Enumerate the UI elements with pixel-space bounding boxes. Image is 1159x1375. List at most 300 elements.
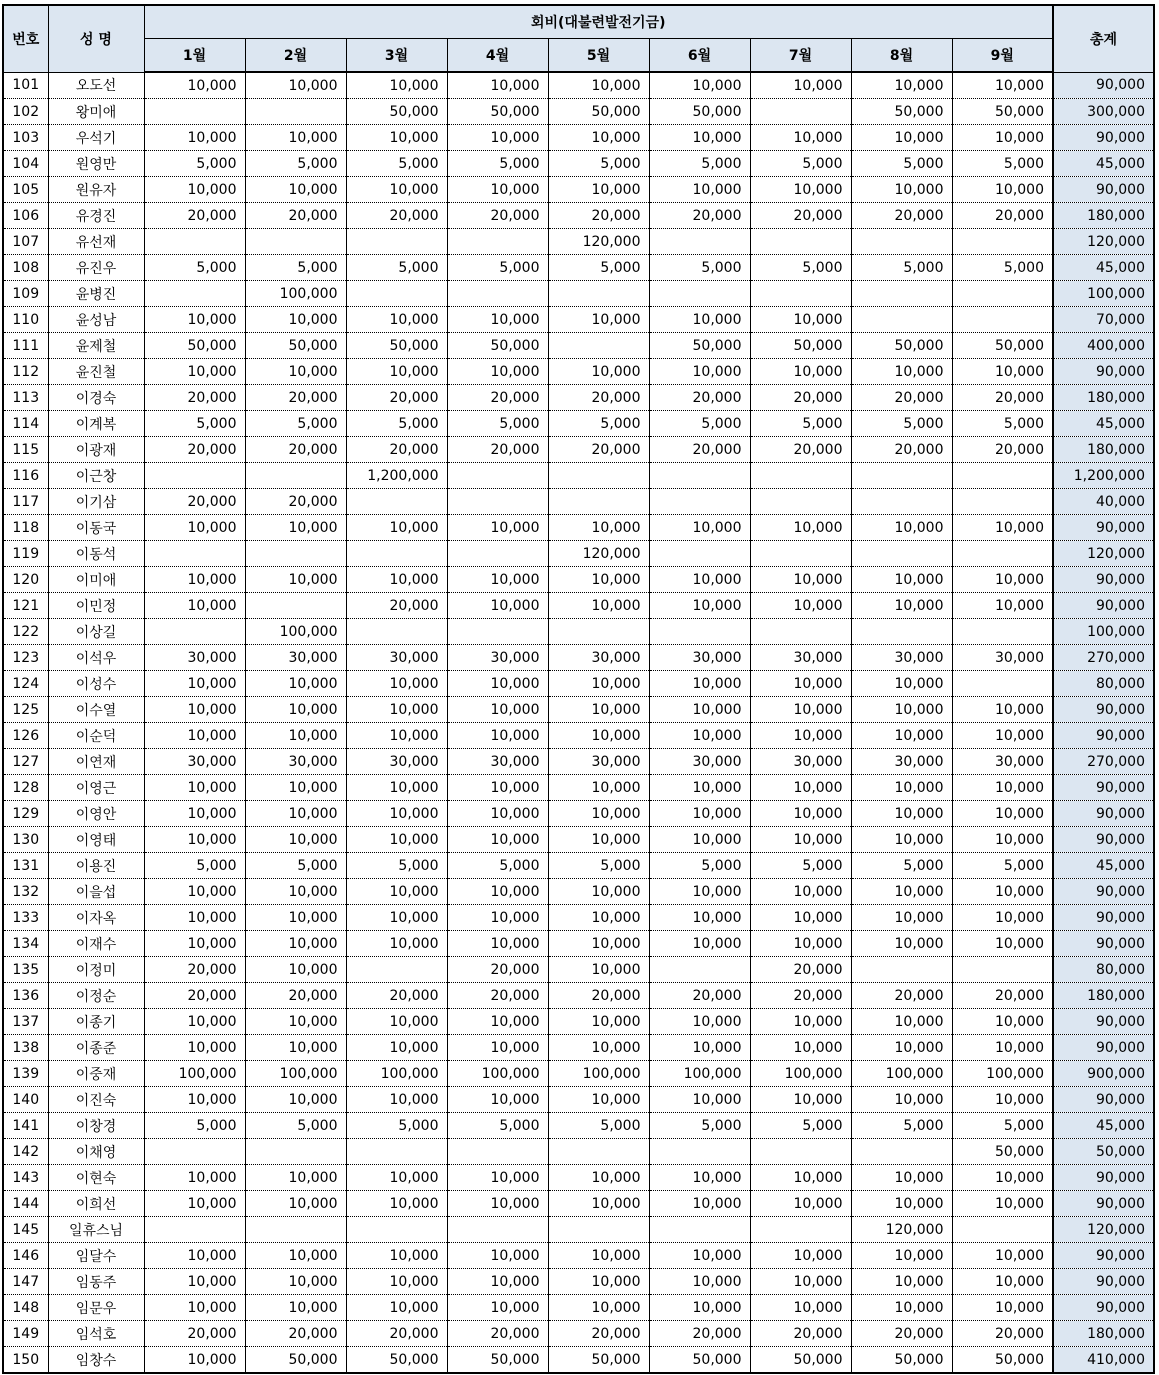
- cell-amount: 10,000: [548, 671, 649, 697]
- cell-no: 130: [3, 827, 48, 853]
- cell-amount: 5,000: [447, 853, 548, 879]
- cell-amount: 10,000: [346, 671, 447, 697]
- cell-amount: [750, 1217, 851, 1243]
- cell-total: 90,000: [1053, 515, 1154, 541]
- cell-amount: 120,000: [851, 1217, 952, 1243]
- cell-amount: 5,000: [245, 1113, 346, 1139]
- cell-amount: 5,000: [649, 1113, 750, 1139]
- cell-amount: 30,000: [245, 749, 346, 775]
- cell-amount: 10,000: [144, 1009, 245, 1035]
- cell-amount: [346, 281, 447, 307]
- cell-amount: 20,000: [952, 437, 1053, 463]
- cell-name: 윤제철: [48, 333, 144, 359]
- cell-name: 이계복: [48, 411, 144, 437]
- table-row: [3, 697, 1154, 723]
- cell-amount: [952, 1217, 1053, 1243]
- cell-total: 90,000: [1053, 931, 1154, 957]
- cell-amount: 5,000: [750, 1113, 851, 1139]
- table-row: [3, 541, 1154, 567]
- cell-amount: [144, 463, 245, 489]
- cell-amount: 10,000: [649, 307, 750, 333]
- cell-amount: 20,000: [750, 203, 851, 229]
- cell-total: 180,000: [1053, 203, 1154, 229]
- table-row: [3, 1165, 1154, 1191]
- cell-no: 138: [3, 1035, 48, 1061]
- cell-no: 125: [3, 697, 48, 723]
- cell-amount: 10,000: [750, 1243, 851, 1269]
- cell-amount: 10,000: [346, 905, 447, 931]
- cell-amount: 50,000: [649, 1347, 750, 1374]
- cell-amount: 20,000: [649, 1321, 750, 1347]
- cell-amount: 10,000: [851, 697, 952, 723]
- cell-total: 180,000: [1053, 437, 1154, 463]
- cell-amount: 10,000: [851, 1295, 952, 1321]
- cell-amount: [548, 1217, 649, 1243]
- cell-amount: 10,000: [346, 775, 447, 801]
- table-row: [3, 983, 1154, 1009]
- cell-amount: 10,000: [649, 775, 750, 801]
- cell-total: 100,000: [1053, 281, 1154, 307]
- cell-amount: 20,000: [144, 489, 245, 515]
- cell-no: 107: [3, 229, 48, 255]
- cell-amount: 10,000: [548, 125, 649, 151]
- cell-amount: [447, 463, 548, 489]
- cell-amount: 5,000: [245, 411, 346, 437]
- cell-amount: 10,000: [245, 1165, 346, 1191]
- table-row: [3, 827, 1154, 853]
- table-row: [3, 125, 1154, 151]
- table-row: [3, 437, 1154, 463]
- cell-amount: [548, 333, 649, 359]
- cell-no: 141: [3, 1113, 48, 1139]
- cell-amount: [447, 229, 548, 255]
- cell-amount: 10,000: [144, 697, 245, 723]
- cell-no: 144: [3, 1191, 48, 1217]
- cell-total: 90,000: [1053, 1295, 1154, 1321]
- table-row: [3, 385, 1154, 411]
- cell-amount: 20,000: [245, 489, 346, 515]
- cell-amount: [447, 489, 548, 515]
- cell-amount: 20,000: [851, 203, 952, 229]
- cell-no: 105: [3, 177, 48, 203]
- cell-amount: 5,000: [144, 411, 245, 437]
- cell-amount: 10,000: [245, 775, 346, 801]
- cell-amount: 10,000: [447, 879, 548, 905]
- header-month: 4월: [447, 39, 548, 73]
- cell-amount: 10,000: [245, 1269, 346, 1295]
- cell-amount: 10,000: [245, 905, 346, 931]
- cell-amount: 5,000: [851, 1113, 952, 1139]
- cell-amount: 10,000: [851, 905, 952, 931]
- cell-no: 109: [3, 281, 48, 307]
- cell-amount: 10,000: [245, 801, 346, 827]
- cell-no: 134: [3, 931, 48, 957]
- cell-amount: 10,000: [649, 931, 750, 957]
- cell-amount: 10,000: [851, 1009, 952, 1035]
- cell-amount: 10,000: [447, 125, 548, 151]
- cell-amount: 10,000: [649, 1165, 750, 1191]
- cell-amount: 10,000: [447, 827, 548, 853]
- cell-amount: 10,000: [144, 1347, 245, 1374]
- cell-amount: 50,000: [750, 1347, 851, 1374]
- cell-amount: 10,000: [952, 1165, 1053, 1191]
- table-body: [3, 72, 1154, 1373]
- cell-name: 이광재: [48, 437, 144, 463]
- table-row: [3, 619, 1154, 645]
- cell-amount: 20,000: [144, 1321, 245, 1347]
- cell-amount: 10,000: [346, 697, 447, 723]
- cell-amount: 50,000: [548, 1347, 649, 1374]
- cell-name: 유선재: [48, 229, 144, 255]
- cell-amount: 20,000: [548, 385, 649, 411]
- cell-amount: 10,000: [952, 567, 1053, 593]
- cell-total: 90,000: [1053, 1009, 1154, 1035]
- cell-no: 150: [3, 1347, 48, 1374]
- cell-amount: 10,000: [144, 307, 245, 333]
- cell-amount: [750, 99, 851, 125]
- cell-amount: 10,000: [649, 1243, 750, 1269]
- cell-name: 이중재: [48, 1061, 144, 1087]
- cell-name: 윤병진: [48, 281, 144, 307]
- cell-amount: [144, 99, 245, 125]
- cell-amount: 10,000: [346, 879, 447, 905]
- cell-amount: [144, 1217, 245, 1243]
- cell-amount: 120,000: [548, 229, 649, 255]
- cell-amount: [649, 619, 750, 645]
- cell-amount: 10,000: [144, 593, 245, 619]
- cell-amount: 10,000: [548, 905, 649, 931]
- cell-amount: 10,000: [548, 177, 649, 203]
- table-row: [3, 177, 1154, 203]
- cell-amount: 20,000: [750, 385, 851, 411]
- cell-amount: 10,000: [952, 905, 1053, 931]
- cell-amount: [851, 619, 952, 645]
- cell-name: 이재수: [48, 931, 144, 957]
- cell-amount: 10,000: [447, 177, 548, 203]
- cell-amount: 10,000: [851, 1191, 952, 1217]
- cell-amount: 10,000: [144, 775, 245, 801]
- cell-name: 이경숙: [48, 385, 144, 411]
- cell-amount: 10,000: [851, 671, 952, 697]
- cell-amount: 20,000: [144, 385, 245, 411]
- cell-name: 우석기: [48, 125, 144, 151]
- cell-amount: 10,000: [548, 1295, 649, 1321]
- cell-total: 90,000: [1053, 905, 1154, 931]
- cell-amount: 10,000: [750, 1165, 851, 1191]
- cell-amount: [952, 307, 1053, 333]
- cell-amount: 10,000: [548, 1087, 649, 1113]
- cell-amount: 10,000: [144, 515, 245, 541]
- cell-amount: 10,000: [144, 931, 245, 957]
- cell-amount: [952, 229, 1053, 255]
- cell-amount: 10,000: [447, 359, 548, 385]
- cell-no: 101: [3, 72, 48, 99]
- cell-no: 120: [3, 567, 48, 593]
- cell-amount: 10,000: [548, 515, 649, 541]
- cell-amount: 5,000: [346, 255, 447, 281]
- cell-amount: [548, 1139, 649, 1165]
- table-row: [3, 879, 1154, 905]
- cell-amount: 10,000: [851, 1035, 952, 1061]
- table-row: [3, 1217, 1154, 1243]
- cell-amount: 20,000: [952, 1321, 1053, 1347]
- cell-amount: 20,000: [245, 437, 346, 463]
- cell-amount: 10,000: [447, 723, 548, 749]
- cell-total: 410,000: [1053, 1347, 1154, 1374]
- cell-amount: 5,000: [952, 255, 1053, 281]
- header-month: 2월: [245, 39, 346, 73]
- cell-name: 임석호: [48, 1321, 144, 1347]
- cell-amount: 10,000: [952, 723, 1053, 749]
- cell-amount: 10,000: [851, 1087, 952, 1113]
- cell-amount: 20,000: [447, 983, 548, 1009]
- cell-no: 145: [3, 1217, 48, 1243]
- cell-total: 90,000: [1053, 1165, 1154, 1191]
- cell-amount: 10,000: [952, 1243, 1053, 1269]
- cell-amount: 10,000: [750, 879, 851, 905]
- table-row: [3, 307, 1154, 333]
- cell-amount: 100,000: [952, 1061, 1053, 1087]
- cell-amount: 10,000: [649, 1009, 750, 1035]
- cell-amount: [952, 957, 1053, 983]
- cell-amount: 10,000: [750, 827, 851, 853]
- header-no: 번호: [3, 5, 48, 72]
- cell-amount: 20,000: [851, 983, 952, 1009]
- cell-name: 원유자: [48, 177, 144, 203]
- cell-amount: 10,000: [346, 359, 447, 385]
- cell-total: 120,000: [1053, 1217, 1154, 1243]
- cell-amount: 10,000: [952, 1269, 1053, 1295]
- cell-total: 70,000: [1053, 307, 1154, 333]
- cell-amount: [952, 671, 1053, 697]
- cell-name: 이수열: [48, 697, 144, 723]
- cell-amount: 10,000: [750, 72, 851, 99]
- cell-amount: [649, 1217, 750, 1243]
- cell-amount: 30,000: [952, 645, 1053, 671]
- cell-amount: 30,000: [851, 645, 952, 671]
- cell-amount: 30,000: [649, 749, 750, 775]
- cell-amount: 10,000: [952, 72, 1053, 99]
- cell-amount: [952, 281, 1053, 307]
- table-row: [3, 931, 1154, 957]
- cell-amount: 10,000: [649, 905, 750, 931]
- cell-amount: 10,000: [245, 515, 346, 541]
- table-row: [3, 1295, 1154, 1321]
- cell-amount: 10,000: [750, 697, 851, 723]
- cell-amount: 10,000: [851, 1269, 952, 1295]
- cell-amount: 100,000: [245, 619, 346, 645]
- cell-amount: 10,000: [750, 567, 851, 593]
- cell-amount: 10,000: [447, 931, 548, 957]
- cell-amount: 30,000: [144, 645, 245, 671]
- cell-amount: 10,000: [346, 1035, 447, 1061]
- cell-amount: 10,000: [245, 1009, 346, 1035]
- cell-amount: [447, 281, 548, 307]
- cell-amount: 10,000: [649, 827, 750, 853]
- cell-total: 80,000: [1053, 957, 1154, 983]
- cell-amount: 20,000: [346, 437, 447, 463]
- cell-amount: 10,000: [245, 957, 346, 983]
- table-row: [3, 281, 1154, 307]
- cell-amount: [346, 1139, 447, 1165]
- table-row: [3, 957, 1154, 983]
- cell-amount: 30,000: [346, 645, 447, 671]
- cell-amount: [649, 489, 750, 515]
- cell-amount: 10,000: [750, 671, 851, 697]
- cell-amount: 10,000: [851, 1243, 952, 1269]
- cell-name: 이용진: [48, 853, 144, 879]
- cell-amount: 50,000: [447, 99, 548, 125]
- table-row: [3, 1321, 1154, 1347]
- cell-amount: 10,000: [750, 905, 851, 931]
- cell-amount: 5,000: [548, 255, 649, 281]
- cell-amount: 10,000: [144, 1087, 245, 1113]
- cell-amount: 50,000: [346, 99, 447, 125]
- cell-amount: [649, 957, 750, 983]
- cell-amount: 10,000: [144, 827, 245, 853]
- cell-amount: 20,000: [245, 385, 346, 411]
- table-row: [3, 255, 1154, 281]
- dues-table: [2, 4, 1155, 1374]
- cell-amount: 20,000: [346, 983, 447, 1009]
- cell-amount: 10,000: [447, 1243, 548, 1269]
- cell-no: 136: [3, 983, 48, 1009]
- cell-amount: 10,000: [144, 905, 245, 931]
- cell-amount: [144, 619, 245, 645]
- cell-amount: [548, 281, 649, 307]
- cell-amount: 10,000: [649, 801, 750, 827]
- cell-amount: [447, 619, 548, 645]
- cell-amount: 5,000: [952, 151, 1053, 177]
- cell-amount: 10,000: [851, 931, 952, 957]
- cell-name: 임달수: [48, 1243, 144, 1269]
- table-row: [3, 1347, 1154, 1374]
- table-row: [3, 1191, 1154, 1217]
- cell-amount: 10,000: [952, 801, 1053, 827]
- cell-amount: [245, 593, 346, 619]
- cell-amount: 10,000: [649, 72, 750, 99]
- cell-no: 114: [3, 411, 48, 437]
- cell-amount: 5,000: [447, 255, 548, 281]
- cell-name: 임창수: [48, 1347, 144, 1374]
- cell-no: 115: [3, 437, 48, 463]
- cell-amount: 10,000: [245, 1295, 346, 1321]
- cell-no: 122: [3, 619, 48, 645]
- cell-name: 이정미: [48, 957, 144, 983]
- cell-amount: 10,000: [649, 567, 750, 593]
- cell-amount: 5,000: [245, 255, 346, 281]
- cell-amount: 50,000: [346, 1347, 447, 1374]
- table-row: [3, 515, 1154, 541]
- cell-amount: 10,000: [245, 125, 346, 151]
- cell-name: 원영만: [48, 151, 144, 177]
- cell-amount: 50,000: [245, 333, 346, 359]
- cell-no: 112: [3, 359, 48, 385]
- header-total: 총계: [1053, 5, 1154, 72]
- cell-amount: 10,000: [447, 1295, 548, 1321]
- cell-amount: 10,000: [447, 1035, 548, 1061]
- cell-total: 90,000: [1053, 775, 1154, 801]
- cell-amount: [649, 541, 750, 567]
- cell-amount: 10,000: [144, 1191, 245, 1217]
- cell-amount: [144, 541, 245, 567]
- cell-amount: 10,000: [548, 775, 649, 801]
- cell-amount: 10,000: [144, 1165, 245, 1191]
- cell-amount: 10,000: [952, 697, 1053, 723]
- cell-amount: 10,000: [447, 905, 548, 931]
- header-month: 1월: [144, 39, 245, 73]
- cell-amount: [245, 463, 346, 489]
- cell-amount: 10,000: [750, 177, 851, 203]
- cell-name: 이정순: [48, 983, 144, 1009]
- cell-amount: 10,000: [548, 307, 649, 333]
- cell-total: 45,000: [1053, 255, 1154, 281]
- cell-amount: 5,000: [447, 1113, 548, 1139]
- cell-amount: 10,000: [447, 567, 548, 593]
- cell-name: 유경진: [48, 203, 144, 229]
- cell-total: 90,000: [1053, 723, 1154, 749]
- cell-total: 120,000: [1053, 541, 1154, 567]
- cell-amount: 10,000: [649, 697, 750, 723]
- cell-amount: 10,000: [447, 697, 548, 723]
- cell-amount: 5,000: [649, 255, 750, 281]
- cell-no: 147: [3, 1269, 48, 1295]
- cell-amount: 10,000: [346, 72, 447, 99]
- cell-amount: 50,000: [548, 99, 649, 125]
- cell-total: 90,000: [1053, 1087, 1154, 1113]
- cell-amount: 20,000: [649, 385, 750, 411]
- cell-name: 이성수: [48, 671, 144, 697]
- cell-amount: 10,000: [144, 567, 245, 593]
- cell-amount: 10,000: [144, 801, 245, 827]
- cell-amount: [245, 1139, 346, 1165]
- cell-amount: 5,000: [952, 853, 1053, 879]
- cell-total: 80,000: [1053, 671, 1154, 697]
- cell-amount: 10,000: [548, 1191, 649, 1217]
- cell-amount: 50,000: [952, 1139, 1053, 1165]
- cell-amount: 10,000: [750, 307, 851, 333]
- cell-no: 140: [3, 1087, 48, 1113]
- cell-amount: 5,000: [851, 151, 952, 177]
- cell-amount: 30,000: [750, 645, 851, 671]
- cell-name: 왕미애: [48, 99, 144, 125]
- cell-amount: [346, 541, 447, 567]
- cell-amount: 10,000: [750, 1009, 851, 1035]
- cell-name: 이연재: [48, 749, 144, 775]
- cell-name: 이순덕: [48, 723, 144, 749]
- cell-name: 이민정: [48, 593, 144, 619]
- cell-amount: [952, 489, 1053, 515]
- table-row: [3, 229, 1154, 255]
- cell-no: 149: [3, 1321, 48, 1347]
- cell-amount: 20,000: [649, 203, 750, 229]
- cell-name: 이을섭: [48, 879, 144, 905]
- cell-name: 이상길: [48, 619, 144, 645]
- cell-amount: [750, 1139, 851, 1165]
- cell-amount: 20,000: [952, 203, 1053, 229]
- cell-total: 180,000: [1053, 385, 1154, 411]
- cell-amount: 5,000: [245, 853, 346, 879]
- cell-amount: 10,000: [952, 1035, 1053, 1061]
- cell-amount: 10,000: [144, 177, 245, 203]
- cell-amount: [952, 463, 1053, 489]
- table-row: [3, 72, 1154, 99]
- cell-amount: 20,000: [346, 385, 447, 411]
- table-row: [3, 151, 1154, 177]
- table-row: [3, 723, 1154, 749]
- cell-amount: 20,000: [144, 957, 245, 983]
- cell-amount: 20,000: [245, 1321, 346, 1347]
